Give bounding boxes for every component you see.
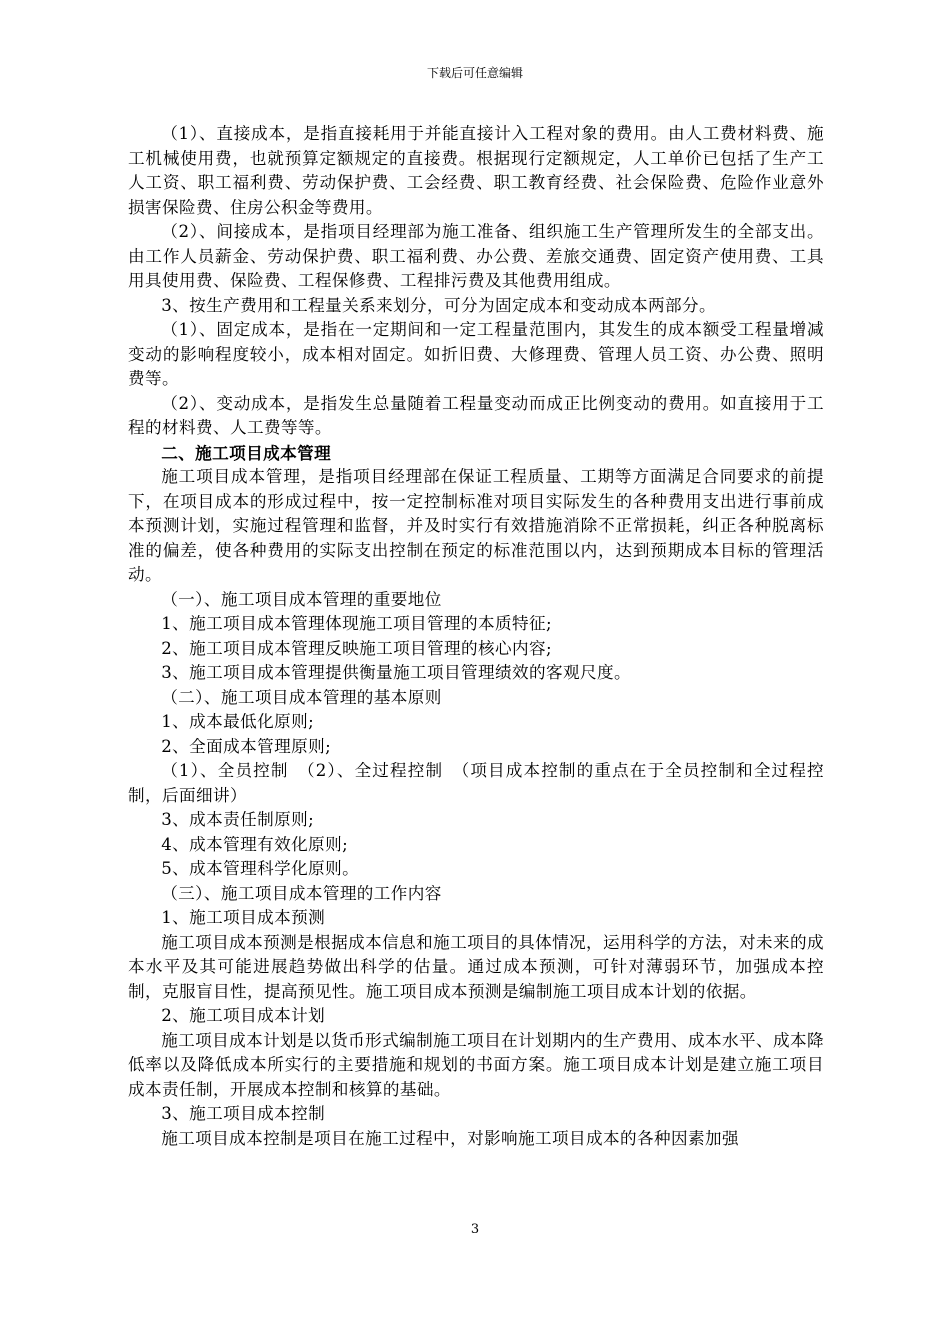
paragraph-plan: 施工项目成本计划是以货币形式编制施工项目在计划期内的生产费用、成本水平、成本降低率以及降低成本所实行的主要措施和规划的书面方案。施工项目成本计划是建立施工项目成本责任制，开展成本控制和核算的基础。 [128,1030,824,1099]
paragraph-fixed-cost: （1）、固定成本，是指在一定期间和一定工程量范围内，其发生的成本额受工程量增减变动的影响程度较小，成本相对固定。如折旧费、大修理费、管理人员工资、办公费、照明费等。 [128,320,824,388]
paragraph-indirect-cost: （2）、间接成本，是指项目经理部为施工准备、组织施工生产管理所发生的全部支出。由工作人员薪金、劳动保护费、职工福利费、办公费、差旅交通费、固定资产使用费、工具用具使用费、保险费、工程保修费、工程排污费及其他费用组成。 [128,222,824,290]
list-item: 1、施工项目成本预测 [161,908,326,927]
list-item: 3、成本责任制原则; [161,810,315,829]
list-item: （1）、全员控制 （2）、全过程控制 （项目成本控制的重点在于全员控制和全过程控制，后面细讲） [128,761,824,805]
subheading-importance: （一）、施工项目成本管理的重要地位 [161,589,442,609]
list-item: 1、成本最低化原则; [161,712,315,731]
list-item: 3、施工项目成本管理提供衡量施工项目管理绩效的客观尺度。 [161,663,631,682]
list-item: 4、成本管理有效化原则; [161,834,349,854]
paragraph-prediction: 施工项目成本预测是根据成本信息和施工项目的具体情况，运用科学的方法，对未来的成本水平及其可能进展趋势做出科学的估量。通过成本预测，可针对薄弱环节，加强成本控制，克服盲目性，提高预见性。施工项目成本预测是编制施工项目成本计划的依据。 [128,932,824,1001]
page-header: 下载后可任意编辑 [426,66,523,80]
list-item: 5、成本管理科学化原则。 [161,859,360,878]
paragraph-control: 施工项目成本控制是项目在施工过程中，对影响施工项目成本的各种因素加强 [161,1128,739,1148]
paragraph-fixed-variable: 3、按生产费用和工程量关系来划分，可分为固定成本和变动成本两部分。 [161,295,716,315]
paragraph-cost-management: 施工项目成本管理，是指项目经理部在保证工程质量、工期等方面满足合同要求的前提下，在项目成本的形成过程中，按一定控制标准对项目实际发生的各种费用支出进行事前成本预测计划，实施过程管理和监督，并及时实行有效措施消除不正常损耗，纠正各种脱离标准的偏差，使各种费用的实际支出控制在预定的标准范围以内，达到预期成本目标的管理活动。 [128,467,824,584]
paragraph-variable-cost: （2）、变动成本，是指发生总量随着工程量变动而成正比例变动的费用。如直接用于工程的材料费、人工费等等。 [128,393,824,437]
list-item: 2、施工项目成本计划 [161,1006,326,1025]
list-item: 3、施工项目成本控制 [161,1104,326,1123]
subheading-work-content: （三）、施工项目成本管理的工作内容 [161,883,442,903]
section-heading: 二、施工项目成本管理 [161,442,332,463]
subheading-principles: （二）、施工项目成本管理的基本原则 [161,687,442,707]
page-number: 3 [470,1222,480,1237]
paragraph-direct-cost: （1）、直接成本，是指直接耗用于并能直接计入工程对象的费用。由人工费材料费、施工机械使用费，也就预算定额规定的直接费。根据现行定额规定，人工单价已包括了生产工人工资、职工福利费、劳动保护费、工会经费、职工教育经费、社会保险费、危险作业意外损害保险费、住房公积金等费用。 [128,124,824,217]
list-item: 2、全面成本管理原则; [161,736,332,756]
body-text [128,122,824,1151]
list-item: 1、施工项目成本管理体现施工项目管理的本质特征; [161,614,552,633]
list-item: 2、施工项目成本管理反映施工项目管理的核心内容; [161,638,552,658]
